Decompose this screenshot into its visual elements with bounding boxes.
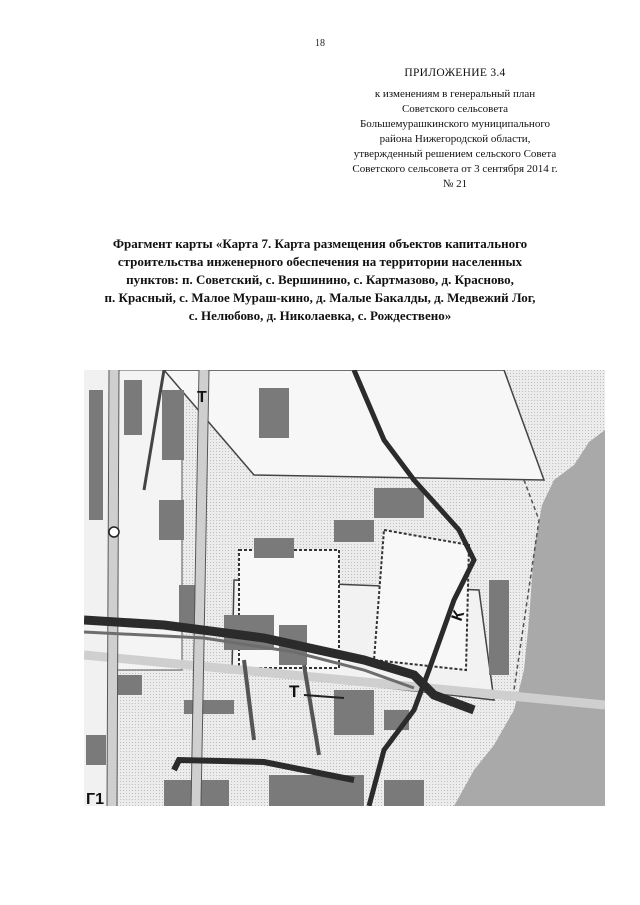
building	[259, 388, 289, 438]
map-node	[109, 527, 119, 537]
appendix-line: Советского сельсовета	[401, 103, 509, 115]
street	[112, 370, 114, 806]
building	[159, 500, 184, 540]
page-number: 18	[315, 38, 325, 49]
building	[86, 735, 106, 765]
building	[374, 488, 424, 518]
map-label-g1: Г1	[86, 791, 104, 806]
appendix-title: ПРИЛОЖЕНИЕ 3.4	[404, 67, 506, 79]
building	[162, 390, 184, 460]
building	[384, 780, 424, 806]
building	[334, 520, 374, 542]
appendix-line: Советского сельсовета от 3 сентября 2014 г.	[352, 163, 558, 175]
appendix-line: утвержденный решением сельского Совета	[353, 148, 557, 160]
map-label-k: К	[448, 608, 469, 624]
title-line: п. Красный, с. Малое Мураш-кино, д. Малые Бакалды, д. Медвежий Лог,	[104, 290, 536, 305]
title-line: строительства инженерного обеспечения на территории населенных	[117, 254, 523, 269]
appendix-line: Большемурашкинского муниципального	[359, 118, 551, 130]
title-line: Фрагмент карты «Карта 7. Карта размещения объектов капитального	[112, 236, 528, 251]
building	[124, 380, 142, 435]
appendix-line: к изменениям в генеральный план	[374, 88, 536, 100]
map-label-t: Т	[197, 389, 207, 406]
building	[254, 538, 294, 558]
appendix-header	[340, 66, 570, 192]
map-label-t: Т	[289, 682, 300, 701]
map-drawing	[84, 370, 605, 806]
building	[489, 580, 509, 675]
document-title	[70, 235, 570, 325]
map-fragment	[84, 370, 605, 806]
building	[184, 700, 234, 714]
building	[89, 390, 103, 520]
title-line: с. Нелюбово, д. Николаевка, с. Рождествено»	[188, 308, 452, 323]
appendix-line: № 21	[442, 178, 468, 190]
building	[114, 675, 142, 695]
appendix-line: района Нижегородской области,	[379, 133, 531, 145]
title-line: пунктов: п. Советский, с. Вершинино, с. Картмазово, д. Красново,	[126, 272, 514, 287]
